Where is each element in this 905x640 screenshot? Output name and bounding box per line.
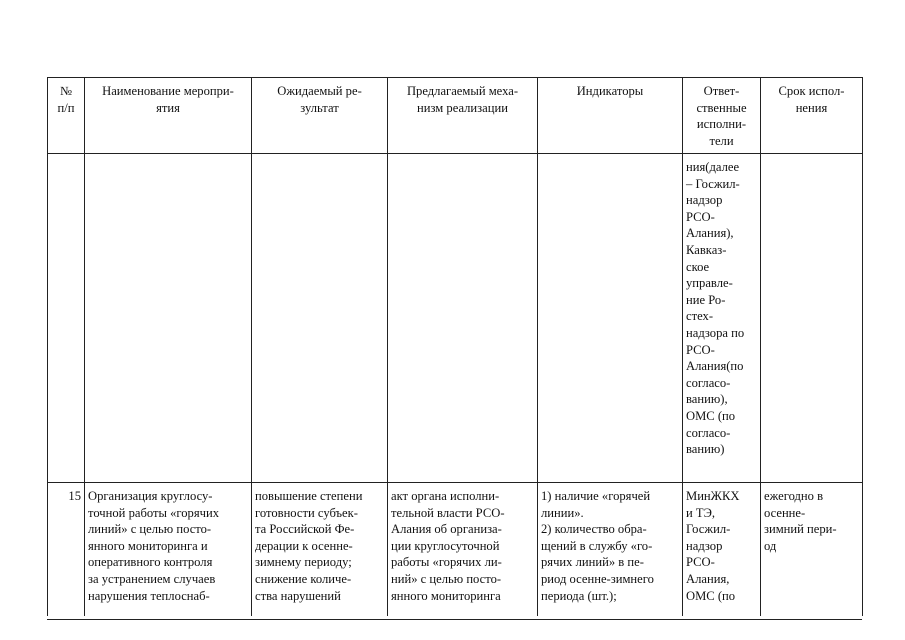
table-row [48,483,863,616]
cell-deadline [761,154,863,483]
cell-responsible: ния(далее – Госжил- надзор РСО- Алания), Кавказ- ское управле- ние Ро- стех- надзора по РСО- Алания(по согласо- ванию), ОМС (по согласо- ванию) [683,154,761,483]
header-name: Наименование меропри- ятия [85,78,252,154]
cell-num: 15 [48,483,85,616]
cell-indicators [538,154,683,483]
table-row [48,154,863,483]
cell-deadline: ежегодно в осенне- зимний пери- од [761,483,863,616]
header-mechanism: Предлагаемый меха- низм реализации [388,78,538,154]
header-result: Ожидаемый ре- зультат [252,78,388,154]
table-header-row [48,78,863,154]
cell-name: Организация круглосу- точной работы «горячих линий» с целью посто- янного мониторинга и оперативного контроля за устранением случаев нарушения теплоснаб- [85,483,252,616]
cell-mechanism: акт органа исполни- тельной власти РСО- Алания об организа- ции круглосуточной работы «горячих ли- ний» с целью посто- янного мониторинга [388,483,538,616]
cell-result: повышение степени готовности субъек- та Российской Фе- дерации к осенне- зимнему периоду; снижение количе- ства нарушений [252,483,388,616]
header-indicators: Индикаторы [538,78,683,154]
header-responsible: Ответ- ственные исполни- тели [683,78,761,154]
cell-result [252,154,388,483]
page-bottom-rule [47,619,862,620]
cell-responsible: МинЖКХ и ТЭ, Госжил- надзор РСО- Алания, ОМС (по [683,483,761,616]
header-deadline: Срок испол- нения [761,78,863,154]
cell-name [85,154,252,483]
header-num: № п/п [48,78,85,154]
cell-indicators: 1) наличие «горячей линии». 2) количество обра- щений в службу «го- рячих линий» в пе- риод осенне-зимнего периода (шт.); [538,483,683,616]
measures-table [47,77,863,616]
cell-num [48,154,85,483]
cell-mechanism [388,154,538,483]
